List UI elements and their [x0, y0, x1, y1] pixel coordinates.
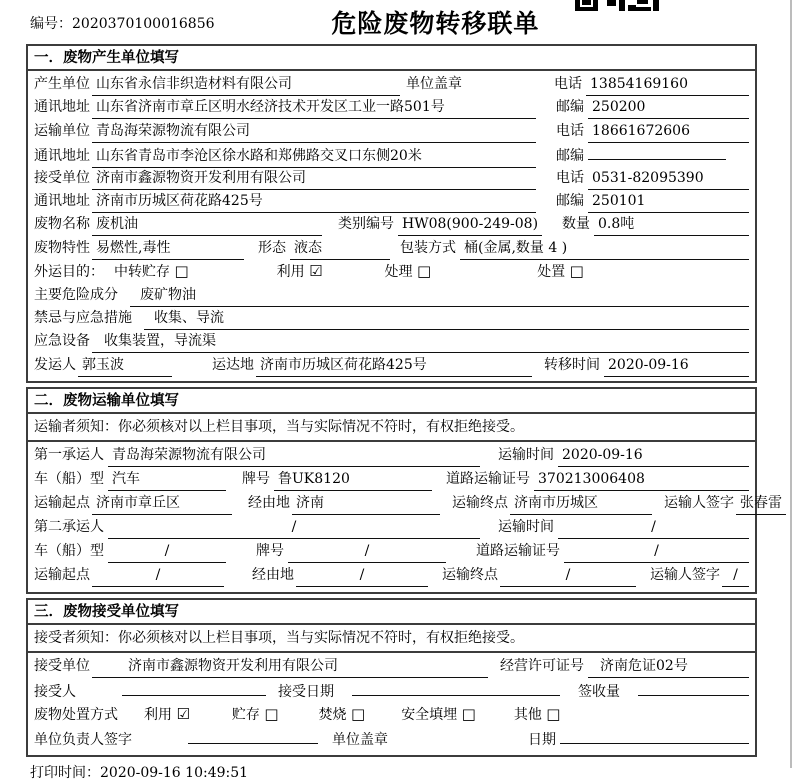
emergency-measures-row — [34, 307, 749, 330]
responsible-signature-value — [188, 727, 318, 744]
receiver-person-value — [122, 679, 266, 696]
producer-unit-label: 产生单位 — [34, 76, 90, 92]
destination-value: 济南市历城区荷花路425号 — [256, 354, 532, 377]
date-label: 日期 — [528, 732, 556, 749]
first-carrier-label: 第一承运人 — [34, 447, 104, 464]
via-value: 济南 — [292, 492, 440, 515]
checkbox-disposal-landfill: 安全填埋 □ — [401, 705, 476, 724]
physical-form-label: 形态 — [258, 239, 286, 256]
receiving-unit-value: 济南市鑫源物资开发利用有限公司 — [92, 655, 488, 678]
quantity-value: 0.8吨 — [594, 213, 749, 236]
transport-date-value: 2020-09-16 — [558, 444, 749, 467]
plate-number-label: 牌号 — [242, 471, 270, 488]
transporter-signature-label: 运输人签字 — [664, 495, 734, 512]
section-producer — [26, 44, 757, 383]
print-time-label: 打印时间： — [30, 765, 100, 782]
waste-characteristics-label: 废物特性 — [34, 239, 90, 256]
transport-date-2-label: 运输时间 — [498, 519, 554, 536]
origin-value: 济南市章丘区 — [92, 492, 232, 515]
producer-unit-row — [34, 73, 749, 96]
second-carrier-label: 第二承运人 — [34, 519, 104, 536]
receive-date-label: 接受日期 — [278, 684, 334, 701]
checkbox-disposal-utilize: 利用 ☑ — [144, 705, 190, 724]
outbound-purpose-label: 外运目的： — [34, 264, 104, 281]
vehicle-2-row — [34, 540, 749, 564]
emergency-measures-label: 禁忌与应急措施 — [34, 309, 132, 326]
utilize-checkbox-icon: ☑ — [309, 262, 323, 281]
transporter-address-row — [34, 143, 749, 166]
disposal-method-label: 废物处置方式 — [34, 707, 118, 724]
unit-seal-2-label: 单位盖章 — [332, 732, 388, 749]
operating-permit-label: 经营许可证号 — [500, 658, 584, 675]
consignor-value: 郭玉波 — [78, 354, 172, 377]
section-producer-header: 一．废物产生单位填写 — [28, 46, 755, 71]
vehicle-type-2-value: / — [108, 540, 226, 563]
transporter-address-value: 山东省青岛市李沧区徐水路和郑佛路交叉口东侧20米 — [92, 145, 536, 168]
transporter-postcode-value — [588, 143, 726, 160]
road-permit-label: 道路运输证号 — [446, 471, 530, 488]
route-row — [34, 492, 782, 516]
hazardous-waste-transfer-form — [26, 0, 782, 782]
print-time-line — [26, 762, 757, 782]
receiver-phone-value: 0531-82095390 — [588, 167, 749, 190]
checkbox-transfer-storage: 中转贮存 □ — [114, 262, 189, 281]
consignor-row — [34, 354, 749, 377]
producer-address-label: 通讯地址 — [34, 99, 90, 116]
waste-characteristics-row — [34, 237, 749, 260]
vehicle-row — [34, 468, 749, 492]
consignor-label: 发运人 — [34, 356, 76, 373]
receiver-unit-row — [34, 167, 749, 190]
packaging-value: 桶(金属,数量 4 ) — [460, 237, 749, 260]
receiver-address-row — [34, 190, 749, 213]
receiver-address-label: 通讯地址 — [34, 192, 90, 209]
origin-label: 运输起点 — [34, 495, 90, 512]
terminus-2-value: / — [500, 564, 636, 587]
transfer-date-value: 2020-09-16 — [604, 354, 749, 377]
section-transporter-header: 二．废物运输单位填写 — [28, 389, 755, 414]
section-transporter — [26, 387, 782, 594]
packaging-label: 包装方式 — [400, 239, 456, 256]
checkbox-disposal-storage: 贮存 □ — [231, 705, 279, 724]
vehicle-type-label: 车（船）型 — [34, 471, 104, 488]
destination-label: 运达地 — [212, 356, 254, 373]
terminus-value: 济南市历城区 — [510, 492, 652, 515]
waste-name-row — [34, 213, 749, 236]
physical-form-value: 液态 — [290, 237, 390, 260]
responsible-signature-row — [34, 727, 749, 751]
road-permit-2-label: 道路运输证号 — [476, 543, 560, 560]
receiver-unit-value: 济南市鑫源物资开发利用有限公司 — [92, 167, 536, 190]
origin-2-label: 运输起点 — [34, 567, 90, 584]
receiver-phone-label: 电话 — [556, 169, 584, 186]
emergency-equipment-value: 收集装置，导流渠 — [92, 330, 749, 353]
disposal-utilize-checkbox-icon: ☑ — [176, 705, 190, 724]
plate-number-2-value: / — [288, 540, 446, 563]
second-carrier-row — [34, 516, 749, 540]
qr-code-fragment-icon — [575, 0, 663, 11]
hazard-component-row — [34, 284, 749, 307]
disposal-other-checkbox-icon: □ — [546, 705, 561, 724]
transporter-signature-2-value: / — [722, 564, 749, 587]
receiver-postcode-label: 邮编 — [556, 192, 584, 209]
receiver-postcode-value: 250101 — [588, 190, 749, 213]
vehicle-type-value: 汽车 — [108, 468, 226, 491]
transport-date-2-value: / — [558, 516, 749, 539]
producer-unit-value: 山东省永信非织造材料有限公司 — [92, 73, 400, 96]
operating-permit-value: 济南危证02号 — [588, 655, 749, 678]
transfer-storage-checkbox-icon: □ — [174, 262, 189, 281]
checkbox-dispose: 处置 □ — [537, 262, 584, 281]
waste-name-label: 废物名称 — [34, 216, 90, 233]
transporter-unit-row — [34, 120, 749, 143]
receiver-notice: 接受者须知：你必须核对以上栏目事项，当与实际情况不符时，有权拒绝接受。 — [28, 625, 755, 653]
disposal-storage-checkbox-icon: □ — [264, 705, 279, 724]
route-2-row — [34, 564, 749, 588]
second-carrier-value: / — [108, 516, 480, 539]
disposal-landfill-checkbox-icon: □ — [461, 705, 476, 724]
disposal-incinerate-checkbox-icon: □ — [351, 705, 366, 724]
transporter-signature-2-label: 运输人签字 — [650, 567, 720, 584]
serial-number: 2020370100016856 — [72, 16, 215, 32]
plate-number-value: 鲁UK8120 — [274, 468, 432, 491]
hazard-component-label: 主要危险成分 — [34, 286, 118, 303]
transporter-phone-label: 电话 — [556, 122, 584, 139]
emergency-equipment-label: 应急设备 — [34, 333, 90, 350]
transporter-phone-value: 18661672606 — [588, 120, 749, 143]
vehicle-type-2-label: 车（船）型 — [34, 543, 104, 560]
producer-address-value: 山东省济南市章丘区明水经济技术开发区工业一路501号 — [92, 96, 536, 119]
emergency-measures-value: 收集、导流 — [144, 307, 749, 330]
producer-postcode-value: 250200 — [588, 96, 749, 119]
first-carrier-row — [34, 444, 749, 468]
emergency-equipment-row — [34, 330, 749, 353]
first-carrier-value: 青岛海荣源物流有限公司 — [108, 444, 480, 467]
form-header — [26, 0, 757, 44]
terminus-label: 运输终点 — [452, 495, 508, 512]
receiver-person-label: 接受人 — [34, 684, 76, 701]
checkbox-utilize: 利用 ☑ — [276, 262, 323, 281]
disposal-method-row — [34, 703, 749, 727]
receive-date-value — [352, 679, 560, 696]
date-value — [560, 727, 749, 744]
waste-characteristics-value: 易燃性,毒性 — [92, 237, 244, 260]
via-2-label: 经由地 — [252, 567, 294, 584]
receiver-unit-label: 接受单位 — [34, 169, 90, 186]
via-2-value: / — [296, 564, 428, 587]
checkbox-disposal-other: 其他 □ — [513, 705, 561, 724]
transporter-unit-label: 运输单位 — [34, 122, 90, 139]
serial-number-line — [30, 13, 215, 33]
transporter-address-label: 通讯地址 — [34, 148, 90, 165]
terminus-2-label: 运输终点 — [442, 567, 498, 584]
plate-number-2-label: 牌号 — [256, 543, 284, 560]
receiver-person-row — [34, 679, 749, 703]
checkbox-disposal-incinerate: 焚烧 □ — [318, 705, 366, 724]
receiver-address-value: 济南市历城区荷花路425号 — [92, 190, 536, 213]
page-right-edge — [790, 0, 792, 768]
producer-postcode-label: 邮编 — [556, 99, 584, 116]
road-permit-value: 370213006408 — [534, 468, 749, 491]
receipt-quantity-value — [638, 679, 749, 696]
producer-phone-label: 电话 — [554, 76, 582, 92]
transporter-signature-value: 张春雷 — [736, 492, 786, 515]
transporter-unit-value: 青岛海荣源物流有限公司 — [92, 120, 536, 143]
waste-name-value: 废机油 — [92, 213, 322, 236]
treat-checkbox-icon: □ — [417, 262, 432, 281]
category-code-label: 类别编号 — [338, 216, 394, 233]
responsible-signature-label: 单位负责人签字 — [34, 732, 132, 749]
producer-address-row — [34, 96, 749, 119]
producer-phone-value: 13854169160 — [586, 73, 749, 96]
receiving-unit-label: 接受单位 — [34, 658, 90, 675]
category-code-value: HW08(900-249-08) — [398, 213, 542, 236]
origin-2-value: / — [92, 564, 224, 587]
quantity-label: 数量 — [562, 216, 590, 233]
section-receiver — [26, 598, 757, 757]
section-receiver-header: 三．废物接受单位填写 — [28, 600, 755, 625]
dispose-checkbox-icon: □ — [569, 262, 584, 281]
transfer-date-label: 转移时间 — [544, 356, 600, 373]
transporter-postcode-label: 邮编 — [556, 148, 584, 165]
print-time-value: 2020-09-16 10:49:51 — [100, 765, 249, 782]
road-permit-2-value: / — [564, 540, 749, 563]
hazard-component-value: 废矿物油 — [130, 284, 749, 307]
checkbox-treat: 处理 □ — [384, 262, 432, 281]
receipt-quantity-label: 签收量 — [578, 684, 620, 701]
serial-label: 编号： — [30, 16, 72, 32]
form-title: 危险废物转移联单 — [331, 9, 540, 38]
transport-date-label: 运输时间 — [498, 447, 554, 464]
transporter-notice: 运输者须知：你必须核对以上栏目事项，当与实际情况不符时，有权拒绝接受。 — [28, 414, 755, 442]
unit-seal-label: 单位盖章 — [406, 76, 462, 92]
receiving-unit-row — [34, 655, 749, 679]
via-label: 经由地 — [248, 495, 290, 512]
outbound-purpose-row — [34, 260, 749, 283]
